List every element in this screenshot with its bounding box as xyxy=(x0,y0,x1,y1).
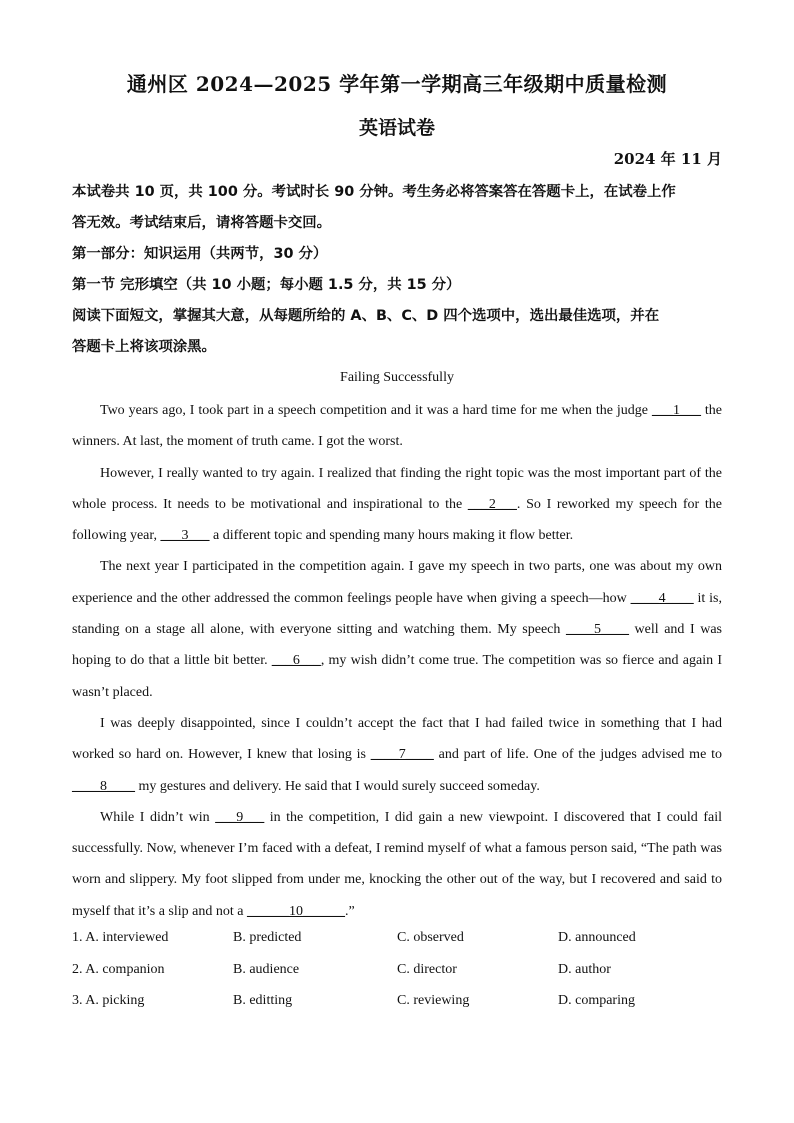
blank-7: ____7____ xyxy=(370,747,434,763)
paragraph-3: The next year I participated in the competition again. I gave my speech in two parts, one was about my own experience and the other addressed the common feelings people have when giving a speech—how ____4____ it is, standing on a stage all alone, with everyone sitting and watching them. My speech ____5____ well and I was hoping to do that a little bit better. ___6___, my wish didn’t come true. The competition was so fierce and again I wasn’t placed. xyxy=(72,559,722,700)
paragraph-5: While I didn’t win ___9___ in the competition, I did gain a new viewpoint. I discovered that I could fail successfully. Now, whenever I’m faced with a defeat, I remind myself of what a famous person said, “The path was worn and slippery. My foot slipped from under me, knocking the other out of the way, but I recovered and said to myself that it’s a slip and not a ______10______.” xyxy=(72,809,722,919)
exam-title: 通州区 2024—2025 学年第一学期高三年级期中质量检测 xyxy=(126,72,668,96)
options-row-3 xyxy=(72,987,722,1019)
answer-options xyxy=(72,924,722,1019)
section-heading: 第一节 完形填空（共 10 小题；每小题 1.5 分，共 15 分） xyxy=(72,277,461,293)
blank-2: ___2___ xyxy=(467,496,517,512)
option-2b: B. audience xyxy=(233,961,300,977)
instruction-line-1: 本试卷共 10 页，共 100 分。考试时长 90 分钟。考生务必将答案答在答题卡上，在试卷上作 xyxy=(72,184,676,200)
options-row-1 xyxy=(72,924,722,956)
option-2a: 2. A. companion xyxy=(72,961,165,977)
option-1b: B. predicted xyxy=(233,930,302,945)
directions-line-1: 阅读下面短文，掌握其大意，从每题所给的 A、B、C、D 四个选项中，选出最佳选项，并在 xyxy=(72,308,660,324)
option-1d: D. announced xyxy=(558,930,636,945)
blank-6: ___6___ xyxy=(271,653,321,669)
blank-10: ______10______ xyxy=(246,903,345,919)
blank-1: ___1___ xyxy=(651,403,701,418)
option-1a: 1. A. interviewed xyxy=(72,930,169,945)
blank-5: ____5____ xyxy=(565,622,629,638)
directions-line-2: 答题卡上将该项涂黑。 xyxy=(72,339,216,355)
option-2c: C. director xyxy=(397,961,457,977)
option-2d: D. author xyxy=(558,961,611,977)
paragraph-1: Two years ago, I took part in a speech competition and it was a hard time for me when the judge ___1___ the winners. At last, the moment of truth came. I got the worst. xyxy=(72,403,722,450)
blank-3: ___3___ xyxy=(160,528,210,544)
paragraph-4: I was deeply disappointed, since I couldn’t accept the fact that I had failed twice in something that I had worked so hard on. However, I knew that losing is ____7____ and part of life. One of the judges advised me to ____8____ my gestures and delivery. He said that I would surely succeed someday. xyxy=(72,715,722,794)
options-row-2 xyxy=(72,956,722,988)
exam-subject: 英语试卷 xyxy=(358,117,435,139)
option-3a: 3. A. picking xyxy=(72,993,145,1008)
part-heading: 第一部分：知识运用（共两节，30 分） xyxy=(72,246,328,262)
blank-9: ___9___ xyxy=(215,809,265,825)
option-3c: C. reviewing xyxy=(397,993,470,1008)
blank-8: ____8____ xyxy=(72,778,135,794)
blank-4: ____4____ xyxy=(630,590,694,606)
instruction-line-2: 答无效。考试结束后，请将答题卡交回。 xyxy=(72,215,332,231)
option-3b: B. editting xyxy=(233,993,293,1008)
cloze-passage xyxy=(72,395,722,927)
paragraph-2: However, I really wanted to try again. I realized that finding the right topic was the most important part of the whole process. It needs to be motivational and inspirational to the ___2___. So I reworked my speech for the following year, ___3___ a different topic and spending many hours making it flow better. xyxy=(72,465,722,544)
passage-title: Failing Successfully xyxy=(340,370,454,385)
option-3d: D. comparing xyxy=(558,993,635,1008)
option-1c: C. observed xyxy=(397,930,464,945)
exam-date: 2024 年 11 月 xyxy=(613,150,722,168)
